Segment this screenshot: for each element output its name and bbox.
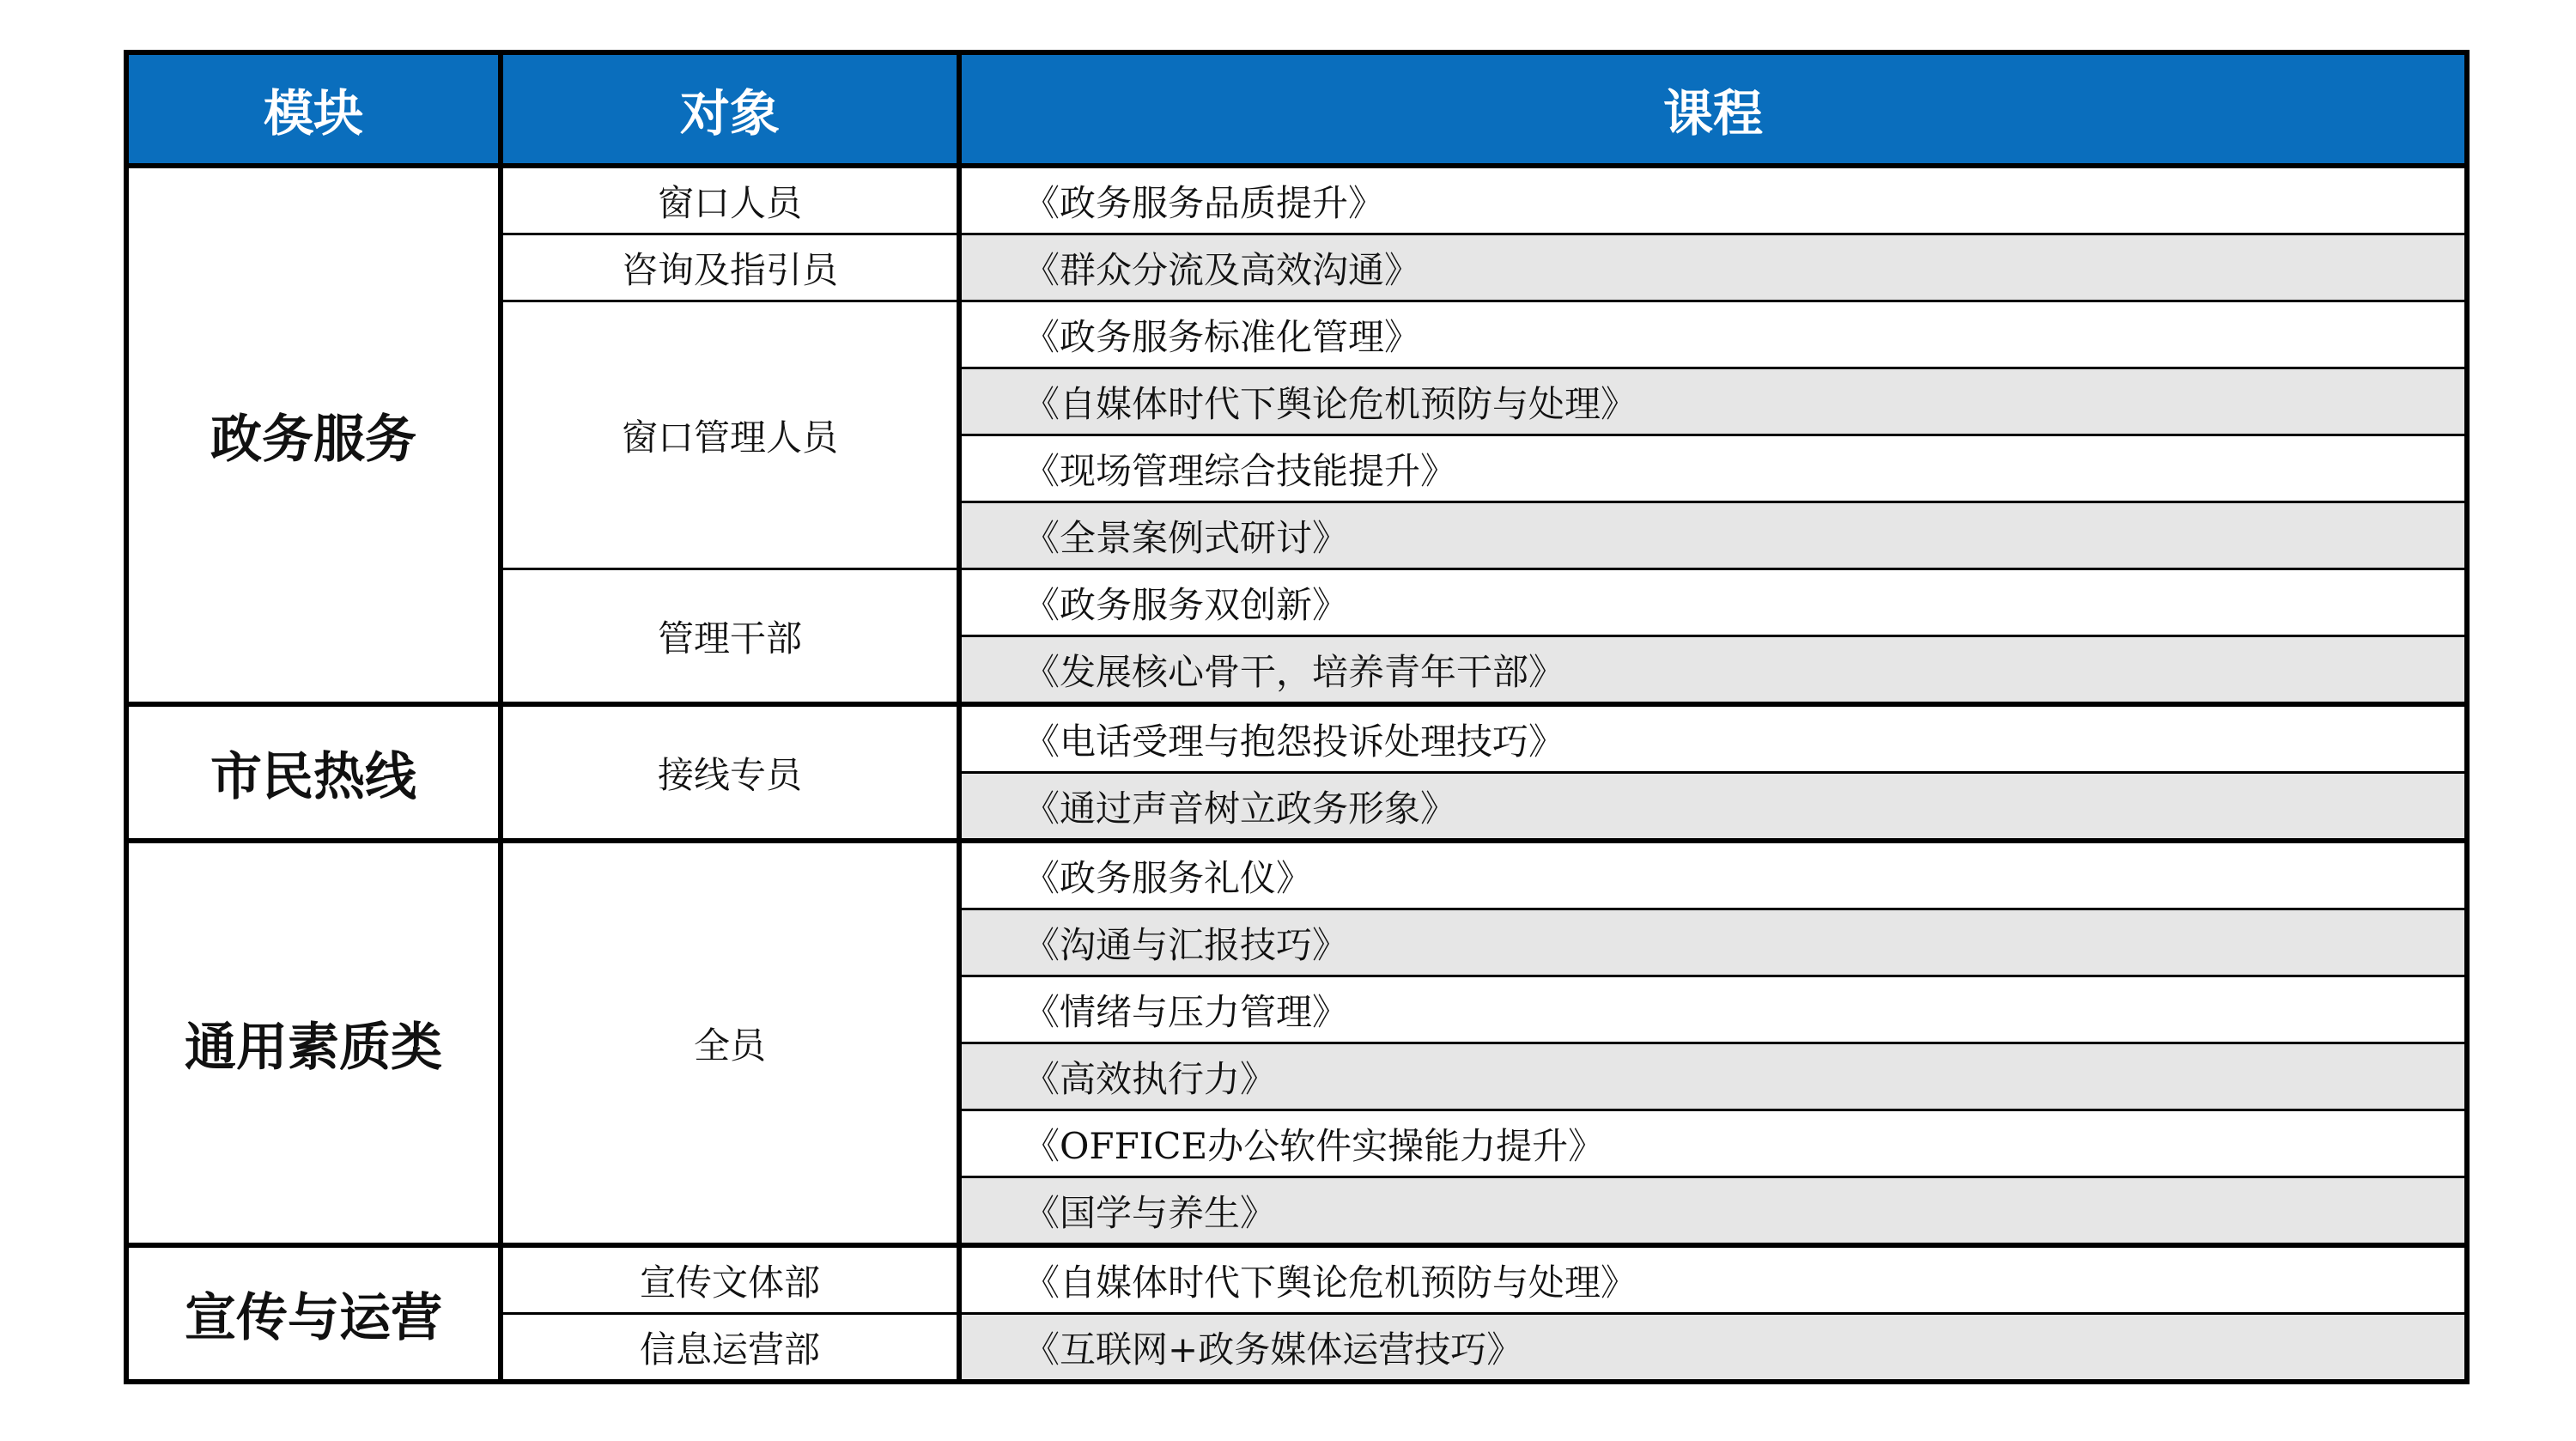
- module-cell: 宣传与运营: [126, 1245, 501, 1382]
- target-cell: 窗口人员: [501, 166, 959, 234]
- course-cell: 《高效执行力》: [959, 1043, 2467, 1110]
- course-cell: 《发展核心骨干，培养青年干部》: [959, 636, 2467, 705]
- course-cell: 《自媒体时代下舆论危机预防与处理》: [959, 1245, 2467, 1314]
- table-row: [126, 704, 2467, 773]
- header-course: 课程: [959, 52, 2467, 166]
- header-module: 模块: [126, 52, 501, 166]
- course-cell: 《电话受理与抱怨投诉处理技巧》: [959, 704, 2467, 773]
- table-body: [126, 166, 2467, 1382]
- course-cell: 《政务服务品质提升》: [959, 166, 2467, 234]
- course-cell: 《政务服务标准化管理》: [959, 301, 2467, 368]
- course-cell: 《沟通与汇报技巧》: [959, 909, 2467, 976]
- course-cell: 《政务服务双创新》: [959, 569, 2467, 636]
- header-target: 对象: [501, 52, 959, 166]
- table-row: [126, 166, 2467, 234]
- course-cell: 《国学与养生》: [959, 1177, 2467, 1246]
- module-cell: 通用素质类: [126, 841, 501, 1245]
- course-cell: 《互联网+政务媒体运营技巧》: [959, 1314, 2467, 1383]
- target-cell: 管理干部: [501, 569, 959, 705]
- course-cell: 《全景案例式研讨》: [959, 502, 2467, 569]
- module-cell: 政务服务: [126, 166, 501, 704]
- table-header: [126, 52, 2467, 166]
- module-cell: 市民热线: [126, 704, 501, 841]
- course-cell: 《现场管理综合技能提升》: [959, 435, 2467, 502]
- target-cell: 信息运营部: [501, 1314, 959, 1383]
- target-cell: 全员: [501, 841, 959, 1245]
- table-row: [126, 1245, 2467, 1314]
- target-cell: 窗口管理人员: [501, 301, 959, 569]
- course-cell: 《群众分流及高效沟通》: [959, 234, 2467, 301]
- course-cell: 《情绪与压力管理》: [959, 976, 2467, 1043]
- course-table: [124, 50, 2470, 1384]
- table-row: [126, 841, 2467, 909]
- target-cell: 宣传文体部: [501, 1245, 959, 1314]
- course-cell: 《OFFICE办公软件实操能力提升》: [959, 1110, 2467, 1177]
- target-cell: 咨询及指引员: [501, 234, 959, 301]
- course-cell: 《政务服务礼仪》: [959, 841, 2467, 909]
- target-cell: 接线专员: [501, 704, 959, 841]
- header-row: [126, 52, 2467, 166]
- course-cell: 《自媒体时代下舆论危机预防与处理》: [959, 368, 2467, 435]
- course-cell: 《通过声音树立政务形象》: [959, 773, 2467, 842]
